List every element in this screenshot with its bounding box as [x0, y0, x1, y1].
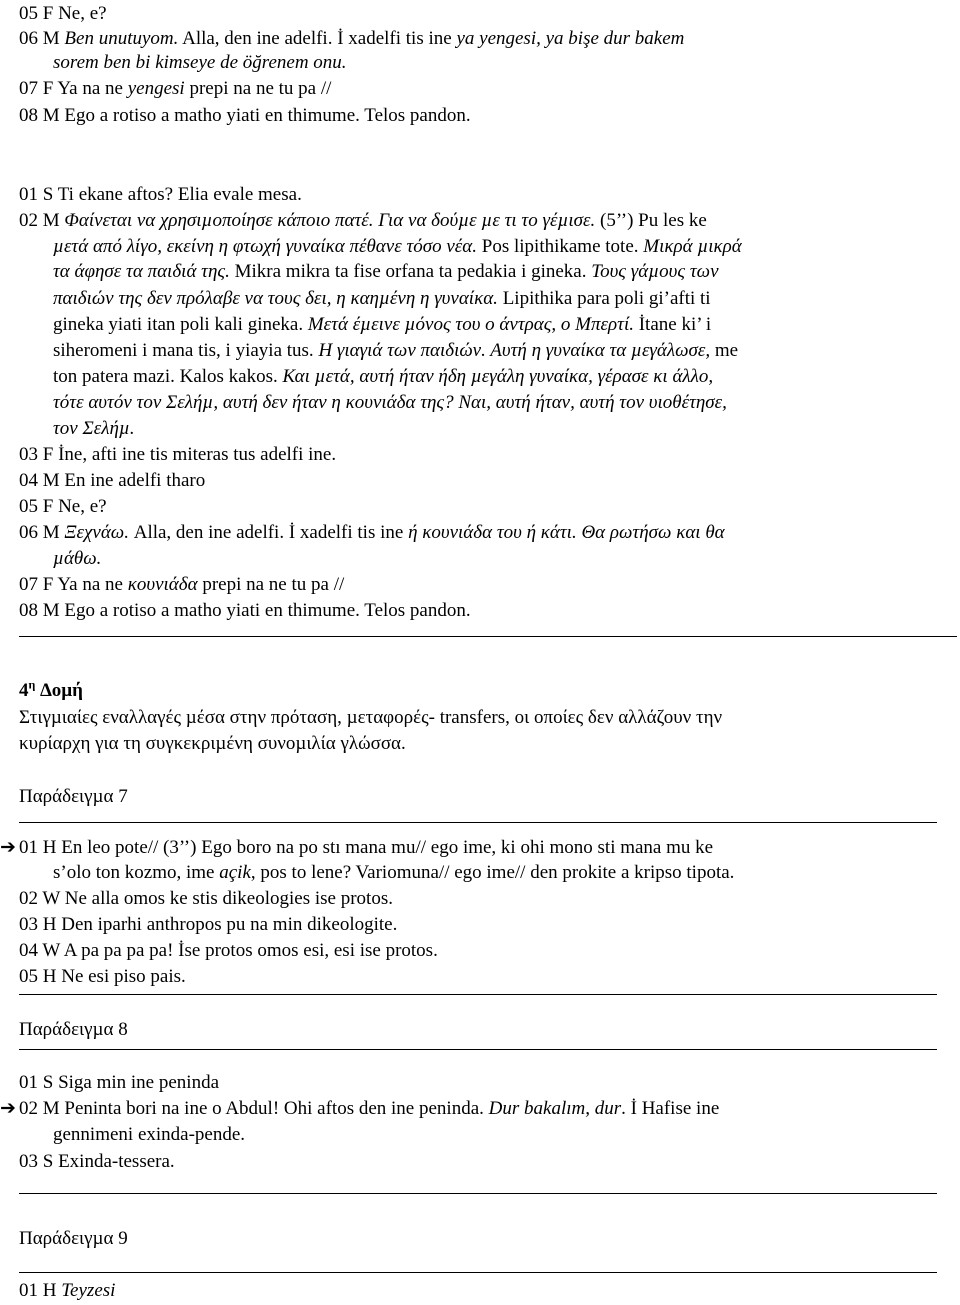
- transcript-line: 03 F İne, afti ine tis miteras tus adelfi ine.: [19, 444, 337, 465]
- transcript-line: 04 W A pa pa pa pa! İse protos omos esi, esi ise protos.: [19, 940, 438, 961]
- transcript-line: 06 M Ben unutuyom. Alla, den ine adelfi. İ xadelfi tis ine ya yengesi, ya bişe dur bakem: [19, 28, 685, 49]
- transcript-line: 06 M Ξεχνάω. Alla, den ine adelfi. İ xadelfi tis ine ή κουνιάδα του ή κάτι. Θα ρωτήσω και θα: [19, 522, 725, 543]
- transcript-line: gineka yiati itan poli kali gineka. Μετά έµεινε µόνος του ο άντρας, ο Μπερτί. İtane ki’ i: [53, 314, 712, 335]
- transcript-line: µάθω.: [53, 548, 102, 569]
- transcript-line: τον Σελήµ.: [53, 418, 135, 439]
- transcript-line: 02 M Φαίνεται να χρησιµοποίησε κάποιο πατέ. Για να δούµε µε τι το γέµισε. (5’’) Pu les ke: [19, 210, 707, 231]
- transcript-line: 07 F Ya na ne κουνιάδα prepi na ne tu pa //: [19, 574, 345, 595]
- transcript-line: 05 F Ne, e?: [19, 3, 107, 24]
- section-body: κυρίαρχη για τη συγκεκριµένη συνοµιλία γλώσσα.: [19, 733, 406, 754]
- transcript-line: 02 M Peninta bori na ine o Abdul! Ohi aftos den ine peninda. Dur bakalım, dur. İ Hafise ine: [19, 1098, 720, 1119]
- divider: [19, 636, 957, 637]
- divider: [19, 1193, 937, 1194]
- divider: [19, 1272, 937, 1273]
- section-heading: $4^\eta$ ∆οµή: [19, 677, 83, 701]
- transcript-line: 05 H Ne esi piso pais.: [19, 966, 186, 987]
- transcript-line: 02 W Ne alla omos ke stis dikeologies ise protos.: [19, 888, 393, 909]
- arrow-icon: ➔: [0, 1098, 16, 1119]
- transcript-line: 01 S Ti ekane aftos? Elia evale mesa.: [19, 184, 302, 205]
- transcript-line: s’olo ton kozmo, ime açik, pos to lene? Variomuna// ego ime// den prokite a kripso tipota.: [53, 862, 735, 883]
- transcript-line: τότε αυτόν τον Σελήµ, αυτή δεν ήταν η κουνιάδα της? Ναι, αυτή ήταν, αυτή τον υιοθέτησε,: [53, 392, 727, 413]
- transcript-line: sorem ben bi kimseye de öğrenem onu.: [53, 52, 347, 73]
- transcript-line: siheromeni i mana tis, i yiayia tus. Η γιαγιά των παιδιών. Αυτή η γυναίκα τα µεγάλωσε, me: [53, 340, 739, 361]
- divider: [19, 1049, 937, 1050]
- example-label: Παράδειγµα 9: [19, 1228, 128, 1249]
- example-label: Παράδειγµα 8: [19, 1019, 128, 1040]
- section-body: Στιγµιαίες εναλλαγές µέσα στην πρόταση, µεταφορές- transfers, οι οποίες δεν αλλάζουν την: [19, 707, 723, 728]
- transcript-line: τα άφησε τα παιδιά της. Mikra mikra ta fise orfana ta pedakia i gineka. Τους γάµους των: [53, 261, 719, 282]
- transcript-line: gennimeni exinda-pende.: [53, 1124, 246, 1145]
- transcript-line: 08 M Ego a rotiso a matho yiati en thimume. Telos pandon.: [19, 600, 471, 621]
- transcript-line: µετά από λίγο, εκείνη η φτωχή γυναίκα πέθανε τόσο νέα. Pos lipithikame tote. Μικρά µικρά: [53, 236, 742, 257]
- transcript-line: 01 H Teyzesi: [19, 1280, 116, 1301]
- divider: [19, 994, 937, 995]
- transcript-line: 03 S Exinda-tessera.: [19, 1151, 175, 1172]
- transcript-line: παιδιών της δεν πρόλαβε να τους δει, η καηµένη η γυναίκα. Lipithika para poli gi’afti ti: [53, 288, 711, 309]
- transcript-line: ton patera mazi. Kalos kakos. Και µετά, αυτή ήταν ήδη µεγάλη γυναίκα, γέρασε κι άλλο,: [53, 366, 714, 387]
- transcript-line: 03 H Den iparhi anthropos pu na min dikeologite.: [19, 914, 398, 935]
- transcript-line: 01 H En leo pote// (3’’) Ego boro na po stı mana mu// ego ime, ki ohi mono sti mana mu ke: [19, 837, 714, 858]
- example-label: Παράδειγµα 7: [19, 786, 128, 807]
- transcript-line: 08 M Ego a rotiso a matho yiati en thimume. Telos pandon.: [19, 105, 471, 126]
- transcript-line: 05 F Ne, e?: [19, 496, 107, 517]
- transcript-line: 01 S Siga min ine peninda: [19, 1072, 220, 1093]
- divider: [19, 822, 937, 823]
- arrow-icon: ➔: [0, 837, 16, 858]
- transcript-line: 07 F Ya na ne yengesi prepi na ne tu pa //: [19, 78, 332, 99]
- transcript-line: 04 M En ine adelfi tharo: [19, 470, 206, 491]
